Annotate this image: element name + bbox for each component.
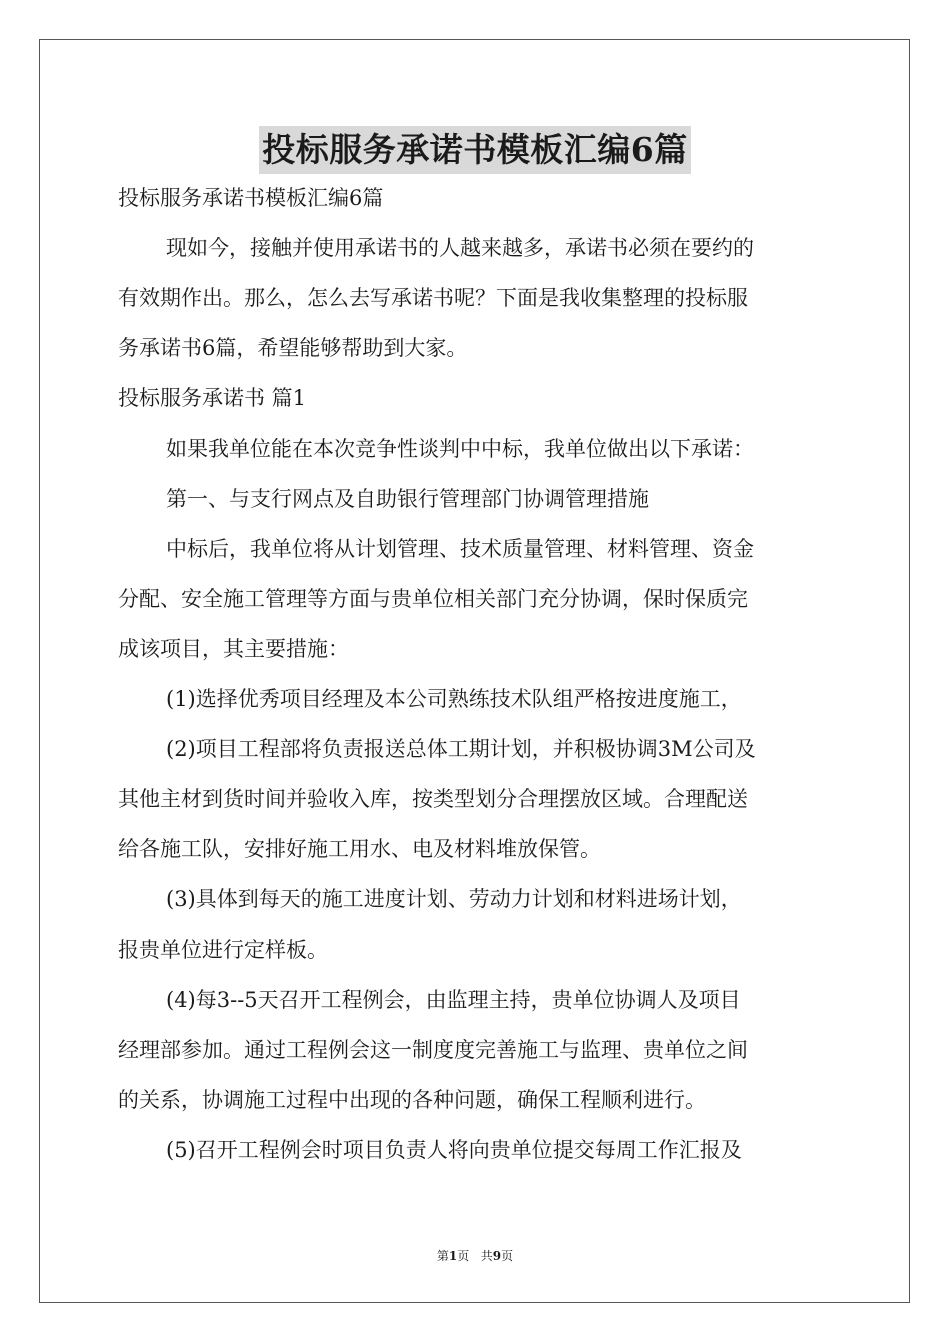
page-footer — [0, 1248, 950, 1264]
paragraph-line-indented: (2)项目工程部将负责报送总体工期计划，并积极协调3M公司及 — [166, 737, 756, 762]
total-label-suffix: 页 — [501, 1249, 514, 1263]
page-label-prefix: 第 — [436, 1249, 449, 1263]
paragraph-line-indented: (1)选择优秀项目经理及本公司熟练技术队组严格按进度施工， — [166, 687, 742, 711]
paragraph-line: 务承诺书6篇，希望能够帮助到大家。 — [118, 336, 468, 361]
document-title: 投标服务承诺书模板汇编6篇 — [259, 126, 690, 174]
paragraph-line-indented: 中标后，我单位将从计划管理、技术质量管理、材料管理、资金 — [166, 536, 754, 561]
paragraph-line-indented: 现如今，接触并使用承诺书的人越来越多，承诺书必须在要约的 — [166, 236, 754, 261]
paragraph-line-indented: 如果我单位能在本次竞争性谈判中中标，我单位做出以下承诺： — [166, 436, 754, 461]
paragraph-line: 有效期作出。那么，怎么去写承诺书呢？下面是我收集整理的投标服 — [118, 286, 748, 311]
paragraph-line: 分配、安全施工管理等方面与贵单位相关部门充分协调，保时保质完 — [118, 586, 748, 611]
paragraph-line-indented: 第一、与支行网点及自助银行管理部门协调管理措施 — [166, 486, 649, 511]
page-label-suffix: 页 — [457, 1249, 470, 1263]
paragraph-line: 给各施工队，安排好施工用水、电及材料堆放保管。 — [118, 837, 601, 862]
title-area — [0, 126, 950, 174]
paragraph-line: 经理部参加。通过工程例会这一制度度完善施工与监理、贵单位之间 — [118, 1037, 748, 1062]
paragraph-line-indented: (5)召开工程例会时项目负责人将向贵单位提交每周工作汇报及 — [166, 1137, 742, 1162]
page-number: 1 — [448, 1249, 458, 1263]
paragraph-line: 报贵单位进行定样板。 — [118, 937, 328, 962]
total-label-prefix: 共 — [480, 1249, 493, 1263]
paragraph-line: 投标服务承诺书 篇1 — [118, 386, 307, 411]
total-pages: 9 — [492, 1249, 502, 1263]
paragraph-line: 成该项目，其主要措施： — [118, 636, 349, 661]
paragraph-line-indented: (4)每3--5天召开工程例会，由监理主持，贵单位协调人及项目 — [166, 987, 741, 1012]
paragraph-line: 其他主材到货时间并验收入库，按类型划分合理摆放区域。合理配送 — [118, 787, 748, 812]
paragraph-line: 投标服务承诺书模板汇编6篇 — [118, 186, 384, 210]
paragraph-line-indented: (3)具体到每天的施工进度计划、劳动力计划和材料进场计划， — [166, 887, 742, 912]
paragraph-line: 的关系，协调施工过程中出现的各种问题，确保工程顺利进行。 — [118, 1087, 706, 1112]
